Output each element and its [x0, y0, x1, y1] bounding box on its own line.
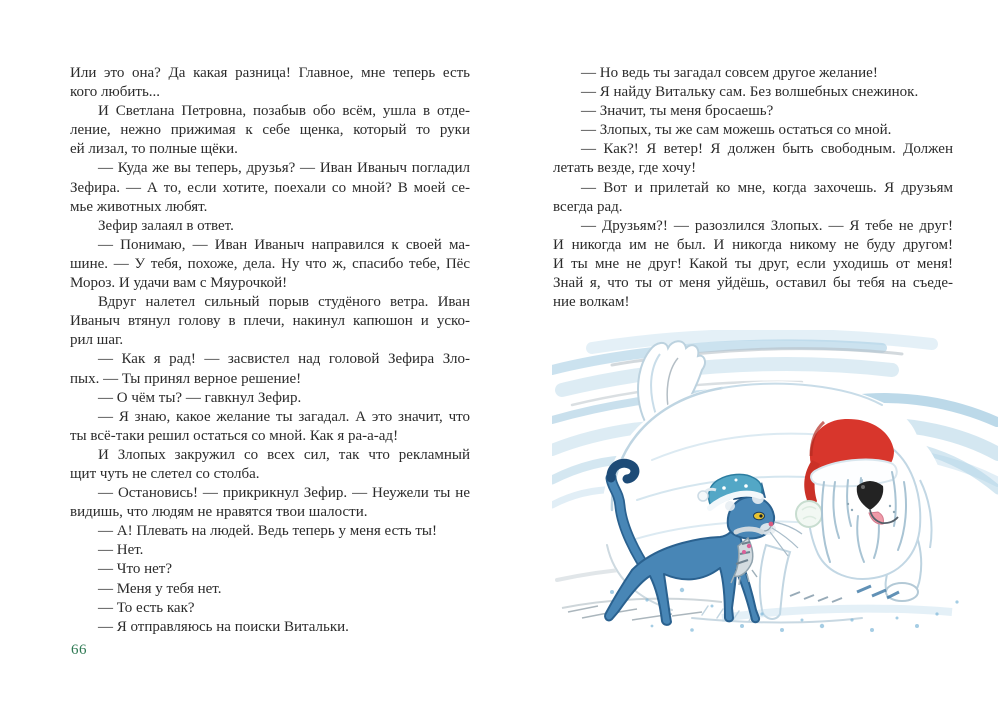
hat-pom-pom [796, 501, 822, 527]
text-line: — Меня у тебя нет. [98, 580, 222, 597]
paragraph [70, 217, 470, 236]
text-line: — А! Плевать на людей. Ведь теперь у меня есть ты! [98, 523, 438, 540]
text-line: И никогда им не был. И никогда никому не буду другом! [553, 236, 953, 253]
text-line: — Куда же вы теперь, друзья? — Иван Иваныч погладил [98, 160, 470, 177]
text-line: Вдруг налетел сильный порыв студёного ветра. Иван [98, 294, 470, 311]
text-line: видишь, что людям не нравятся твои шалости. [70, 504, 368, 521]
text-line: пых. — Ты принял верное решение! [70, 370, 302, 387]
text-line: Иваныч втянул голову в плечи, накинул капюшон и уско- [70, 313, 470, 330]
paragraph [553, 140, 953, 178]
text-line: шине. — У тебя, похоже, дела. Ну что ж, спасибо тебе, Пёс [70, 255, 470, 272]
cat-eye [754, 512, 765, 520]
text-line: — Значит, ты меня бросаешь? [581, 103, 774, 120]
paragraph [553, 102, 953, 121]
paragraph [70, 618, 470, 637]
text-line: Знай я, что ты от меня уйдёшь, оставил бы тебя на съеде- [553, 275, 953, 292]
text-line: — Друзьям?! — разозлился Злопых. — Я тебе не друг! [581, 217, 953, 234]
page-number: 66 [71, 642, 87, 658]
text-line: И Светлана Петровна, позабыв обо всём, ушла в отде- [98, 103, 470, 120]
text-line: Зефира. — А то, если хотите, поехали со мной? В моей се- [70, 179, 470, 196]
text-line: — Но ведь ты загадал совсем другое желание! [581, 65, 878, 81]
cat-nose [769, 522, 774, 527]
paragraph [553, 217, 953, 312]
text-line: мье животных любят. [70, 198, 208, 215]
paragraph [553, 83, 953, 102]
text-line: летать везде, где хочу! [553, 160, 697, 177]
text-line: ние волкам! [553, 294, 630, 311]
text-line: — Как?! Я ветер! Я должен быть свободным. Должен [581, 141, 953, 158]
text-line: ей лизал, то полные щёки. [70, 141, 238, 158]
text-line: — Я знаю, какое желание ты загадал. А это значит, что [98, 408, 470, 425]
text-line: И Злопых закружил со всех сил, так что рекламный [98, 446, 470, 463]
text-line: рил шаг. [70, 332, 124, 349]
paragraph [70, 64, 470, 102]
paragraph [553, 64, 953, 83]
paragraph [70, 484, 470, 522]
paragraph [553, 179, 953, 217]
text-line: — Я найду Витальку сам. Без волшебных снежинок. [581, 84, 919, 101]
paragraph [70, 408, 470, 446]
text-line: И ты мне не друг! Какой ты друг, если уходишь от меня! [553, 255, 953, 272]
paragraph [553, 121, 953, 140]
paragraph [70, 159, 470, 216]
paragraph [70, 560, 470, 579]
paragraph [70, 522, 470, 541]
text-line: — Я отправляюсь на поиски Витальки. [98, 618, 349, 635]
right-page [500, 0, 1000, 714]
paragraph [70, 350, 470, 388]
text-line: — Остановись! — прикрикнул Зефир. — Неужели ты не [98, 485, 470, 502]
cat-hat-tassel [698, 491, 708, 501]
paragraph [70, 580, 470, 599]
illustration-cat-and-dog [552, 330, 998, 646]
paragraph [70, 389, 470, 408]
text-line: — Как я рад! — засвистел над головой Зефира Зло- [98, 351, 470, 368]
paragraph [70, 236, 470, 293]
paragraph [70, 599, 470, 618]
text-line: — О чём ты? — гавкнул Зефир. [98, 389, 302, 406]
text-line: — То есть как? [98, 599, 195, 616]
text-line: всегда рад. [553, 198, 623, 215]
paragraph [70, 102, 470, 159]
text-line: Зефир залаял в ответ. [98, 217, 234, 234]
paragraph [70, 541, 470, 560]
text-line: — Понимаю, — Иван Иваныч направился к своей ма- [98, 236, 470, 253]
text-line: — Злопых, ты же сам можешь остаться со мной. [581, 122, 892, 139]
text-line: ление, нежно прижимая к себе щенка, который то руки [70, 122, 470, 139]
text-line: кого любить... [70, 84, 161, 101]
text-line: — Нет. [98, 542, 144, 559]
text-line: — Что нет? [98, 561, 173, 578]
text-line: Мороз. И удачи вам с Мяурочкой! [70, 275, 288, 292]
dog-paw [886, 583, 918, 601]
text-line: ты всё-таки решил остаться со мной. Как я ра-а-ад! [70, 427, 399, 444]
paragraph [70, 446, 470, 484]
text-line: — Вот и прилетай ко мне, когда захочешь. Я друзьям [581, 179, 953, 196]
text-line: щит чуть не слетел со столба. [70, 465, 260, 482]
paragraph [70, 293, 470, 350]
right-page-text [553, 64, 953, 312]
text-line: Или это она? Да какая разница! Главное, мне теперь есть [70, 65, 470, 81]
left-page-text [70, 64, 470, 637]
